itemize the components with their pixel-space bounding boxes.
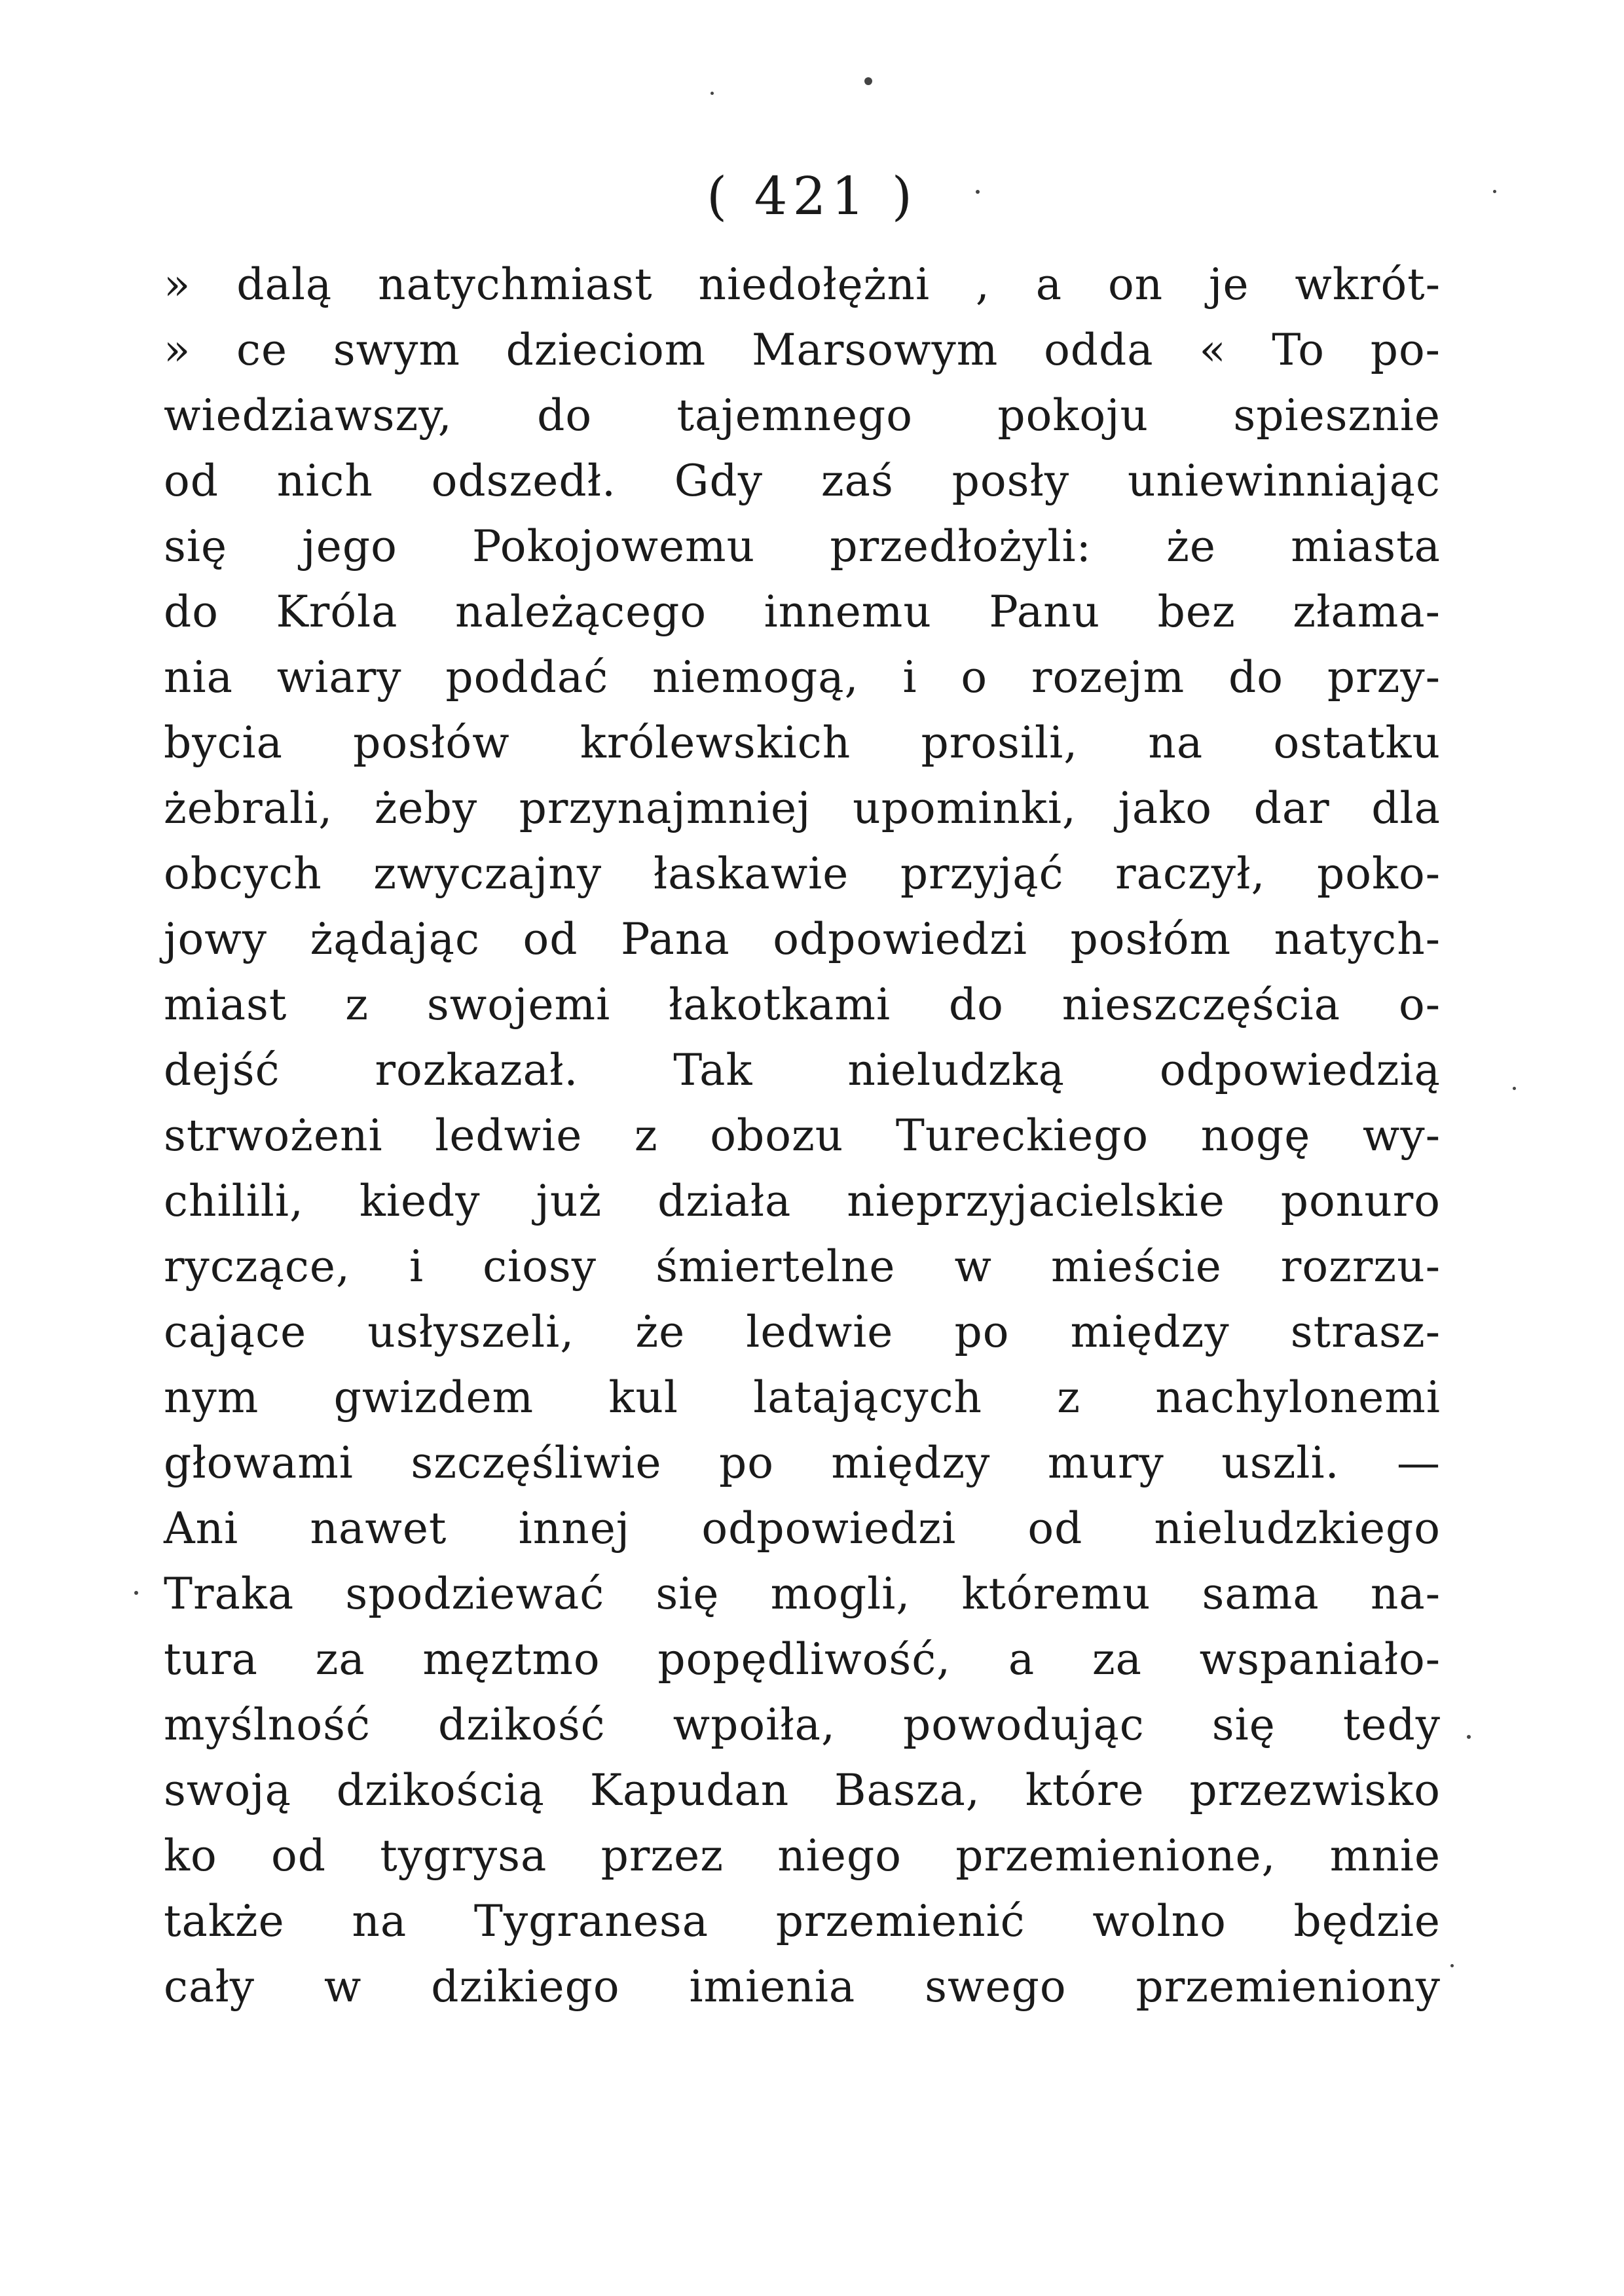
text-line: cały w dzikiego imienia swego przemieniony: [164, 1961, 1441, 2012]
text-line: ryczące, i ciosy śmiertelne w mieście rozrzu-: [164, 1241, 1441, 1292]
body-text: [164, 252, 1441, 2020]
text-line: się jego Pokojowemu przedłożyli: że miasta: [164, 521, 1441, 572]
text-line: » dalą natychmiast niedołężni , a on je wkrót-: [164, 259, 1441, 310]
text-line: wiedziawszy, do tajemnego pokoju spiesznie: [164, 390, 1441, 441]
text-line: strwożeni ledwie z obozu Tureckiego nogę wy-: [164, 1110, 1441, 1161]
scan-speck: [134, 1591, 138, 1595]
text-line: chilili, kiedy już działa nieprzyjacielskie ponuro: [164, 1176, 1441, 1226]
scan-speck: [710, 92, 714, 95]
text-line: myślność dzikość wpoiła, powodując się tedy: [164, 1700, 1441, 1750]
text-line: » ce swym dzieciom Marsowym odda « To po-: [164, 325, 1441, 375]
text-line: swoją dzikością Kapudan Basza, które przezwisko: [164, 1765, 1441, 1815]
text-line: jowy żądając od Pana odpowiedzi posłóm natych-: [164, 914, 1441, 964]
text-line: do Króla należącego innemu Panu bez złama-: [164, 587, 1441, 637]
text-line: nia wiary poddać niemogą, i o rozejm do przy-: [164, 652, 1441, 702]
scan-speck: [1513, 1087, 1516, 1090]
text-line: żebrali, żeby przynajmniej upominki, jako dar dla: [164, 783, 1441, 833]
text-line: miast z swojemi łakotkami do nieszczęścia o-: [164, 979, 1441, 1030]
text-line: głowami szczęśliwie po między mury uszli. —: [164, 1438, 1441, 1488]
text-line: obcych zwyczajny łaskawie przyjąć raczył, poko-: [164, 848, 1441, 899]
text-line: także na Tygranesa przemienić wolno będzie: [164, 1896, 1441, 1946]
scan-speck: [1467, 1735, 1471, 1739]
text-line: Ani nawet innej odpowiedzi od nieludzkiego: [164, 1503, 1441, 1554]
scan-speck: [1450, 1964, 1454, 1967]
text-line: bycia posłów królewskich prosili, na ostatku: [164, 718, 1441, 768]
page-number: ( 421 ): [707, 166, 917, 227]
text-line: od nich odszedł. Gdy zaś posły uniewinniając: [164, 456, 1441, 506]
text-line: tura za męztmo popędliwość, a za wspaniało-: [164, 1634, 1441, 1685]
text-line: ko od tygrysa przez niego przemienione, mnie: [164, 1831, 1441, 1881]
text-line: cające usłyszeli, że ledwie po między strasz-: [164, 1307, 1441, 1357]
scan-speck: [864, 77, 872, 85]
text-line: nym gwizdem kul latających z nachylonemi: [164, 1372, 1441, 1423]
text-line: Traka spodziewać się mogli, któremu sama na-: [164, 1569, 1441, 1619]
text-line: dejść rozkazał. Tak nieludzką odpowiedzią: [164, 1045, 1441, 1095]
